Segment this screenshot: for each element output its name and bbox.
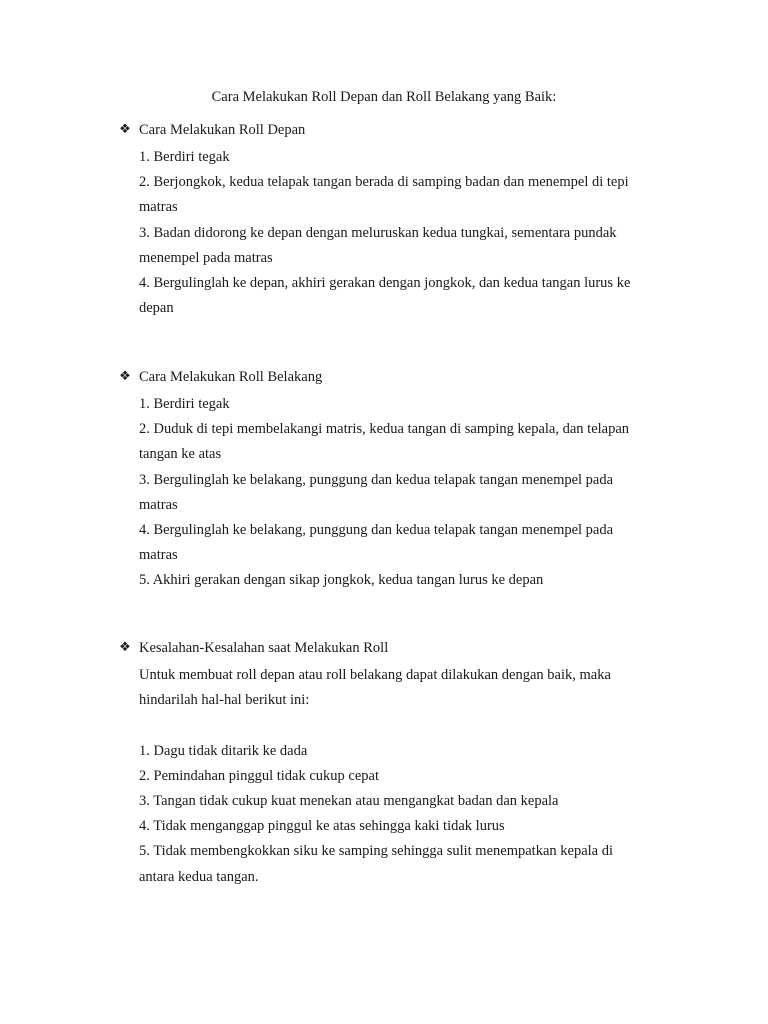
section-roll-belakang: [117, 367, 677, 594]
section-roll-depan: [117, 120, 677, 321]
list-item: 2. Pemindahan pinggul tidak cukup cepat: [139, 767, 380, 784]
list-item: matras: [139, 547, 178, 564]
section-header: [117, 638, 677, 663]
document-title: Cara Melakukan Roll Depan dan Roll Belakang yang Baik:: [211, 89, 557, 105]
list-item: 4. Bergulinglah ke depan, akhiri gerakan dengan jongkok, dan kedua tangan lurus ke: [139, 275, 631, 292]
list-item: tangan ke atas: [139, 446, 222, 463]
diamond-bullet-icon: ❖: [119, 122, 131, 137]
section-header: [117, 120, 677, 145]
diamond-bullet-icon: ❖: [119, 640, 131, 655]
list-item: 5. Akhiri gerakan dengan sikap jongkok, kedua tangan lurus ke depan: [139, 572, 544, 589]
diamond-bullet-icon: ❖: [119, 369, 131, 384]
list-item: menempel pada matras: [139, 249, 273, 266]
list-item: 2. Berjongkok, kedua telapak tangan berada di samping badan dan menempel di tepi: [139, 174, 629, 191]
list-item: 4. Tidak menganggap pinggul ke atas sehingga kaki tidak lurus: [139, 818, 505, 835]
list-item: 5. Tidak membengkokkan siku ke samping sehingga sulit menempatkan kepala di: [139, 843, 613, 860]
list-item: 1. Berdiri tegak: [139, 396, 230, 412]
list-item: 2. Duduk di tepi membelakangi matris, kedua tangan di samping kepala, dan telapan: [139, 421, 630, 438]
list-item: matras: [139, 199, 178, 216]
list-item: antara kedua tangan.: [139, 868, 259, 885]
step-list: [139, 392, 677, 594]
section-heading: Cara Melakukan Roll Depan: [139, 122, 306, 138]
section-kesalahan: [117, 638, 677, 890]
list-item: 1. Dagu tidak ditarik ke dada: [139, 742, 308, 759]
list-item: 3. Badan didorong ke depan dengan meluruskan kedua tungkai, sementara pundak: [139, 224, 617, 241]
list-item: 3. Tangan tidak cukup kuat menekan atau mengangkat badan dan kepala: [139, 793, 559, 809]
list-item: 4. Bergulinglah ke belakang, punggung dan kedua telapak tangan menempel pada: [139, 522, 614, 539]
mistake-list: [139, 739, 677, 890]
intro-paragraph: [139, 663, 677, 739]
section-heading: Kesalahan-Kesalahan saat Melakukan Roll: [139, 640, 389, 656]
section-heading: Cara Melakukan Roll Belakang: [139, 369, 323, 385]
list-item: 3. Bergulinglah ke belakang, punggung dan kedua telapak tangan menempel pada: [139, 471, 614, 488]
list-item: depan: [139, 300, 174, 317]
step-list: [139, 145, 677, 321]
list-item: 1. Berdiri tegak: [139, 149, 230, 165]
section-header: [117, 367, 677, 392]
list-item: matras: [139, 496, 178, 513]
blank-line: [139, 713, 677, 738]
paragraph-line: hindarilah hal-hal berikut ini:: [139, 692, 310, 709]
paragraph-line: Untuk membuat roll depan atau roll belakang dapat dilakukan dengan baik, maka: [139, 667, 611, 683]
